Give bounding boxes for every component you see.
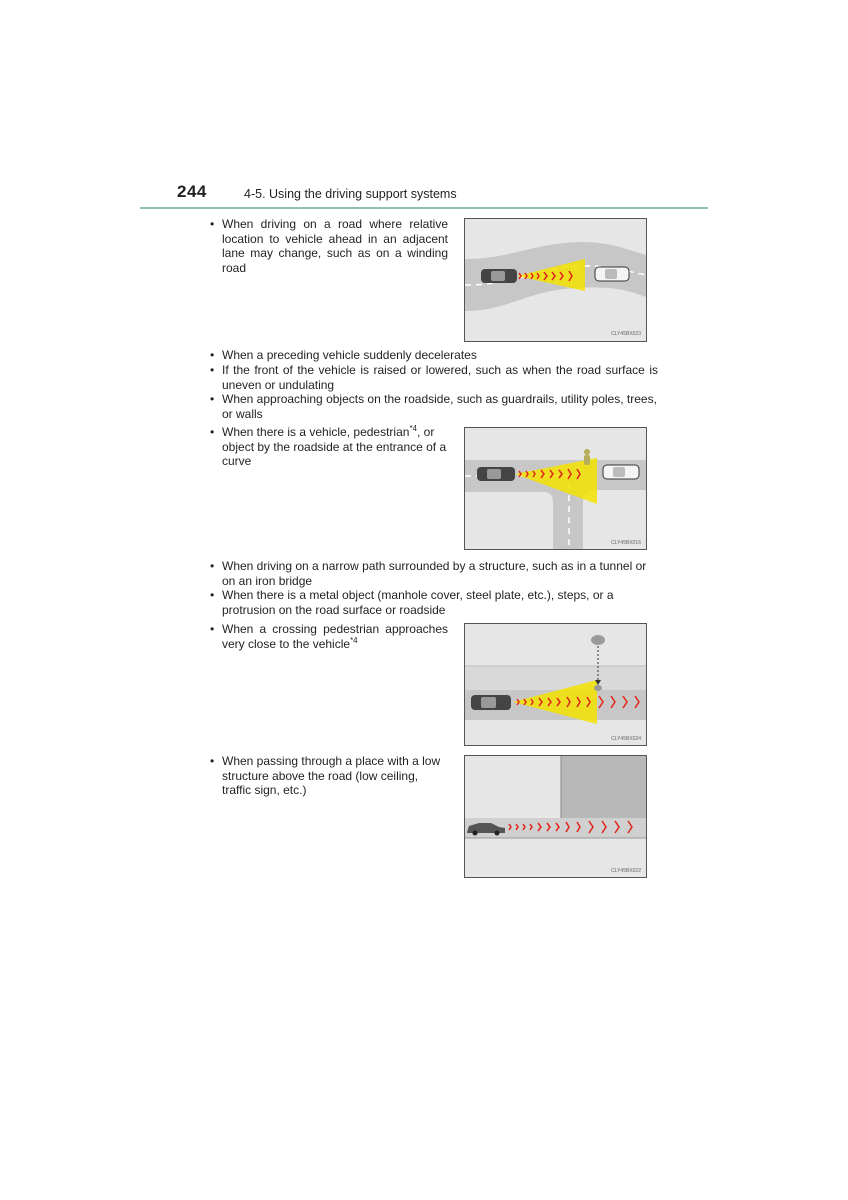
footnote-marker: *4 bbox=[350, 635, 358, 645]
item-text: When there is a metal object (manhole cover, steel plate, etc.), steps, or a protrusion on the road surface or roadside bbox=[222, 588, 614, 617]
bullet: • bbox=[210, 754, 215, 768]
own-vehicle bbox=[477, 467, 515, 481]
footnote-marker: *4 bbox=[409, 424, 417, 433]
page-header bbox=[140, 178, 708, 210]
figure-curve-entrance bbox=[464, 427, 647, 550]
figure-code: CLY45BX024 bbox=[611, 736, 641, 742]
other-vehicle bbox=[603, 465, 639, 479]
figure-winding-road bbox=[464, 218, 647, 342]
other-vehicle bbox=[595, 267, 629, 281]
bullet: • bbox=[210, 363, 215, 377]
own-vehicle bbox=[471, 695, 511, 710]
bullet: • bbox=[210, 348, 215, 362]
bullet: • bbox=[210, 588, 215, 602]
figure-low-structure bbox=[464, 755, 647, 878]
item-text: When there is a vehicle, pedestrian$^{*4}$, or object by the roadside at the entrance of a curve bbox=[222, 424, 447, 468]
item-text: When a preceding vehicle suddenly decelerates bbox=[222, 348, 477, 362]
item-text: When approaching objects on the roadside, such as guardrails, utility poles, trees, or walls bbox=[222, 392, 657, 421]
item-text: If the front of the vehicle is raised or lowered, such as when the road surface is uneven or undulating bbox=[222, 363, 658, 392]
own-vehicle bbox=[481, 269, 517, 283]
bullet: • bbox=[210, 217, 215, 231]
bullet: • bbox=[210, 392, 215, 406]
page-number: 244 bbox=[177, 182, 207, 201]
bullet: • bbox=[210, 425, 215, 439]
section-title: 4-5. Using the driving support systems bbox=[244, 187, 457, 201]
item-text: When passing through a place with a low structure above the road (low ceiling, traffic sign, etc.) bbox=[222, 754, 441, 797]
figure-code: CLY45BX022 bbox=[611, 868, 641, 874]
bullet: • bbox=[210, 622, 215, 636]
item-text: When driving on a narrow path surrounded by a structure, such as in a tunnel or on an iron bridge bbox=[222, 559, 647, 588]
item-text: When a crossing pedestrian approaches very close to the vehicle$^{*4}$ bbox=[222, 622, 448, 651]
header-rule bbox=[140, 207, 708, 209]
pedestrian bbox=[584, 449, 590, 465]
bullet: • bbox=[210, 559, 215, 573]
figure-code: CLY45BX016 bbox=[611, 540, 641, 546]
figure-crossing-pedestrian bbox=[464, 623, 647, 746]
figure-code: CLY45BX023 bbox=[611, 331, 641, 337]
item-text: When driving on a road where relative location to vehicle ahead in an adjacent lane may change, such as on a winding road bbox=[222, 217, 448, 275]
